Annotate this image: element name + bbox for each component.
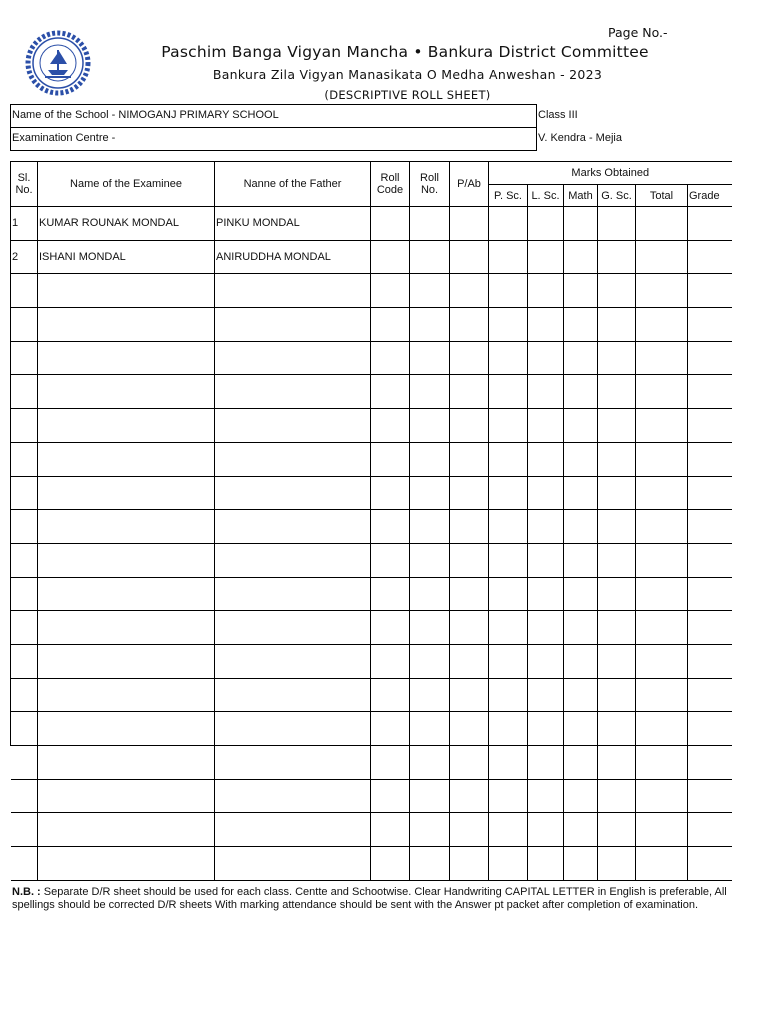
cell-father <box>215 847 371 881</box>
cell-father <box>215 409 371 443</box>
cell-roll-no <box>410 678 450 712</box>
cell-psc <box>489 341 528 375</box>
cell-grade <box>688 847 732 881</box>
cell-grade <box>688 341 732 375</box>
cell-gsc <box>598 375 636 409</box>
cell-roll-no <box>410 577 450 611</box>
gsc-header: G. Sc. <box>598 185 636 207</box>
cell-gsc <box>598 442 636 476</box>
cell-total <box>636 375 688 409</box>
cell-total <box>636 308 688 342</box>
cell-sl <box>11 274 38 308</box>
cell-math <box>564 375 598 409</box>
table-row <box>11 375 732 409</box>
cell-roll-code <box>371 375 410 409</box>
cell-psc <box>489 644 528 678</box>
cell-psc <box>489 476 528 510</box>
cell-grade <box>688 611 732 645</box>
cell-psc <box>489 274 528 308</box>
cell-roll-no <box>410 240 450 274</box>
cell-roll-no <box>410 442 450 476</box>
cell-math <box>564 442 598 476</box>
cell-pab <box>450 409 489 443</box>
cell-roll-no <box>410 712 450 746</box>
cell-lsc <box>528 375 564 409</box>
table-row <box>11 308 732 342</box>
sl-no-header: Sl. No. <box>11 162 38 207</box>
cell-gsc <box>598 476 636 510</box>
cell-examinee <box>38 274 215 308</box>
sheet-type: (DESCRIPTIVE ROLL SHEET) <box>324 88 491 102</box>
cell-math <box>564 712 598 746</box>
cell-lsc <box>528 274 564 308</box>
table-row <box>11 779 732 813</box>
cell-gsc <box>598 678 636 712</box>
school-name-field: Name of the School - NIMOGANJ PRIMARY SCHOOL <box>12 109 279 121</box>
cell-roll-no <box>410 543 450 577</box>
cell-psc <box>489 577 528 611</box>
cell-roll-code <box>371 543 410 577</box>
cell-psc <box>489 746 528 780</box>
cell-roll-code <box>371 476 410 510</box>
cell-roll-code <box>371 240 410 274</box>
note-label: N.B. : <box>12 886 41 898</box>
cell-roll-no <box>410 510 450 544</box>
cell-total <box>636 543 688 577</box>
exam-title: Bankura Zila Vigyan Manasikata O Medha Anweshan - 2023 <box>212 67 603 82</box>
cell-father <box>215 712 371 746</box>
cell-grade <box>688 577 732 611</box>
cell-roll-code <box>371 847 410 881</box>
cell-gsc <box>598 240 636 274</box>
cell-total <box>636 813 688 847</box>
organisation-title: Paschim Banga Vigyan Mancha • Bankura District Committee <box>161 43 649 61</box>
cell-math <box>564 341 598 375</box>
cell-roll-no <box>410 409 450 443</box>
cell-father: ANIRUDDHA MONDAL <box>215 240 371 274</box>
cell-pab <box>450 611 489 645</box>
cell-roll-code <box>371 577 410 611</box>
math-header: Math <box>564 185 598 207</box>
cell-father <box>215 813 371 847</box>
cell-sl <box>11 813 38 847</box>
cell-father <box>215 746 371 780</box>
cell-gsc <box>598 712 636 746</box>
cell-examinee: KUMAR ROUNAK MONDAL <box>38 207 215 241</box>
cell-gsc <box>598 308 636 342</box>
organisation-logo <box>15 30 101 96</box>
roll-no-header: Roll No. <box>410 162 450 207</box>
cell-total <box>636 746 688 780</box>
cell-math <box>564 543 598 577</box>
cell-examinee <box>38 476 215 510</box>
table-row <box>11 712 732 746</box>
cell-grade <box>688 543 732 577</box>
table-row <box>11 341 732 375</box>
cell-sl <box>11 644 38 678</box>
cell-gsc <box>598 543 636 577</box>
cell-pab <box>450 510 489 544</box>
cell-total <box>636 442 688 476</box>
cell-total <box>636 510 688 544</box>
cell-math <box>564 678 598 712</box>
cell-lsc <box>528 308 564 342</box>
cell-psc <box>489 543 528 577</box>
cell-pab <box>450 746 489 780</box>
cell-math <box>564 644 598 678</box>
cell-roll-code <box>371 207 410 241</box>
cell-total <box>636 611 688 645</box>
cell-roll-no <box>410 274 450 308</box>
cell-roll-code <box>371 746 410 780</box>
cell-math <box>564 207 598 241</box>
cell-grade <box>688 712 732 746</box>
cell-psc <box>489 779 528 813</box>
cell-father <box>215 274 371 308</box>
cell-roll-code <box>371 308 410 342</box>
cell-gsc <box>598 779 636 813</box>
cell-father: PINKU MONDAL <box>215 207 371 241</box>
cell-psc <box>489 847 528 881</box>
cell-roll-code <box>371 779 410 813</box>
cell-roll-no <box>410 611 450 645</box>
cell-total <box>636 779 688 813</box>
table-row <box>11 207 732 241</box>
cell-lsc <box>528 746 564 780</box>
cell-roll-code <box>371 678 410 712</box>
cell-father <box>215 510 371 544</box>
roll-sheet-table <box>10 161 732 881</box>
cell-pab <box>450 274 489 308</box>
cell-sl <box>11 341 38 375</box>
cell-sl: 2 <box>11 240 38 274</box>
cell-total <box>636 712 688 746</box>
cell-lsc <box>528 510 564 544</box>
cell-lsc <box>528 240 564 274</box>
table-row <box>11 240 732 274</box>
cell-roll-no <box>410 308 450 342</box>
cell-psc <box>489 375 528 409</box>
cell-lsc <box>528 442 564 476</box>
cell-grade <box>688 375 732 409</box>
cell-sl <box>11 847 38 881</box>
cell-examinee <box>38 543 215 577</box>
cell-lsc <box>528 779 564 813</box>
cell-lsc <box>528 207 564 241</box>
table-row <box>11 409 732 443</box>
cell-grade <box>688 510 732 544</box>
grade-header: Grade <box>688 185 732 207</box>
cell-grade <box>688 207 732 241</box>
table-row <box>11 543 732 577</box>
cell-examinee <box>38 779 215 813</box>
cell-father <box>215 442 371 476</box>
cell-math <box>564 409 598 443</box>
note-body: Separate D/R sheet should be used for each class. Centte and Schootwise. Clear Handwriting CAPITAL LETTER in English is preferable, All spellings should be corrected D/R sheets With marking attendance should be sent with the Answer pt packet after completion of examination. <box>12 886 727 911</box>
cell-grade <box>688 442 732 476</box>
table-row <box>11 274 732 308</box>
cell-pab <box>450 375 489 409</box>
cell-roll-no <box>410 341 450 375</box>
cell-father <box>215 476 371 510</box>
cell-grade <box>688 476 732 510</box>
cell-total <box>636 274 688 308</box>
cell-roll-code <box>371 409 410 443</box>
cell-math <box>564 274 598 308</box>
cell-pab <box>450 308 489 342</box>
cell-father <box>215 577 371 611</box>
cell-examinee: ISHANI MONDAL <box>38 240 215 274</box>
cell-grade <box>688 274 732 308</box>
note-text <box>12 886 742 911</box>
cell-examinee <box>38 510 215 544</box>
cell-father <box>215 543 371 577</box>
cell-grade <box>688 644 732 678</box>
cell-sl <box>11 375 38 409</box>
cell-gsc <box>598 577 636 611</box>
table-row <box>11 510 732 544</box>
cell-psc <box>489 442 528 476</box>
cell-roll-code <box>371 611 410 645</box>
cell-roll-no <box>410 375 450 409</box>
cell-sl <box>11 678 38 712</box>
cell-sl <box>11 577 38 611</box>
cell-lsc <box>528 409 564 443</box>
cell-pab <box>450 577 489 611</box>
cell-gsc <box>598 611 636 645</box>
cell-total <box>636 644 688 678</box>
table-row <box>11 678 732 712</box>
cell-lsc <box>528 678 564 712</box>
cell-roll-no <box>410 476 450 510</box>
cell-psc <box>489 611 528 645</box>
cell-gsc <box>598 847 636 881</box>
cell-father <box>215 678 371 712</box>
cell-examinee <box>38 847 215 881</box>
kendra-field: V. Kendra - Mejia <box>538 132 622 144</box>
cell-gsc <box>598 644 636 678</box>
cell-psc <box>489 510 528 544</box>
cell-total <box>636 341 688 375</box>
cell-examinee <box>38 442 215 476</box>
cell-sl <box>11 779 38 813</box>
father-name-header: Nanne of the Father <box>215 162 371 207</box>
cell-pab <box>450 813 489 847</box>
cell-examinee <box>38 813 215 847</box>
pab-header: P/Ab <box>450 162 489 207</box>
cell-roll-no <box>410 644 450 678</box>
cell-psc <box>489 240 528 274</box>
cell-sl <box>11 510 38 544</box>
cell-gsc <box>598 409 636 443</box>
cell-sl <box>11 442 38 476</box>
cell-roll-code <box>371 274 410 308</box>
cell-sl <box>11 611 38 645</box>
cell-psc <box>489 308 528 342</box>
cell-math <box>564 308 598 342</box>
cell-roll-code <box>371 813 410 847</box>
cell-total <box>636 577 688 611</box>
cell-pab <box>450 847 489 881</box>
cell-roll-no <box>410 847 450 881</box>
marks-obtained-header: Marks Obtained <box>489 162 732 185</box>
cell-pab <box>450 476 489 510</box>
cell-gsc <box>598 510 636 544</box>
cell-lsc <box>528 712 564 746</box>
cell-examinee <box>38 409 215 443</box>
cell-pab <box>450 678 489 712</box>
cell-psc <box>489 409 528 443</box>
cell-total <box>636 409 688 443</box>
cell-examinee <box>38 712 215 746</box>
cell-lsc <box>528 476 564 510</box>
cell-grade <box>688 308 732 342</box>
cell-total <box>636 476 688 510</box>
table-row <box>11 442 732 476</box>
cell-grade <box>688 813 732 847</box>
cell-psc <box>489 813 528 847</box>
psc-header: P. Sc. <box>489 185 528 207</box>
cell-pab <box>450 779 489 813</box>
cell-grade <box>688 678 732 712</box>
cell-lsc <box>528 644 564 678</box>
cell-sl <box>11 308 38 342</box>
cell-roll-no <box>410 779 450 813</box>
cell-examinee <box>38 678 215 712</box>
cell-sl <box>11 409 38 443</box>
cell-grade <box>688 240 732 274</box>
cell-pab <box>450 644 489 678</box>
cell-grade <box>688 746 732 780</box>
cell-math <box>564 847 598 881</box>
cell-lsc <box>528 543 564 577</box>
cell-math <box>564 240 598 274</box>
cell-gsc <box>598 341 636 375</box>
cell-examinee <box>38 577 215 611</box>
cell-father <box>215 375 371 409</box>
cell-roll-code <box>371 644 410 678</box>
page-number: Page No.- <box>608 25 668 40</box>
cell-father <box>215 779 371 813</box>
cell-math <box>564 746 598 780</box>
cell-pab <box>450 543 489 577</box>
cell-sl <box>11 746 38 780</box>
cell-examinee <box>38 341 215 375</box>
table-row <box>11 644 732 678</box>
cell-total <box>636 678 688 712</box>
cell-grade <box>688 779 732 813</box>
table-row <box>11 611 732 645</box>
cell-total <box>636 847 688 881</box>
cell-pab <box>450 712 489 746</box>
cell-math <box>564 813 598 847</box>
cell-sl: 1 <box>11 207 38 241</box>
cell-sl <box>11 476 38 510</box>
cell-gsc <box>598 207 636 241</box>
cell-examinee <box>38 308 215 342</box>
cell-pab <box>450 207 489 241</box>
cell-total <box>636 240 688 274</box>
exam-centre-field: Examination Centre - <box>12 132 116 144</box>
table-row <box>11 577 732 611</box>
cell-roll-code <box>371 712 410 746</box>
cell-gsc <box>598 274 636 308</box>
roll-code-header: Roll Code <box>371 162 410 207</box>
cell-gsc <box>598 813 636 847</box>
cell-roll-no <box>410 746 450 780</box>
cell-sl <box>11 712 38 746</box>
cell-pab <box>450 240 489 274</box>
cell-sl <box>11 543 38 577</box>
cell-roll-code <box>371 510 410 544</box>
cell-examinee <box>38 746 215 780</box>
cell-math <box>564 611 598 645</box>
cell-roll-code <box>371 442 410 476</box>
cell-psc <box>489 712 528 746</box>
cell-father <box>215 308 371 342</box>
cell-lsc <box>528 813 564 847</box>
table-row <box>11 746 732 780</box>
cell-lsc <box>528 577 564 611</box>
cell-math <box>564 577 598 611</box>
cell-psc <box>489 678 528 712</box>
cell-pab <box>450 442 489 476</box>
cell-pab <box>450 341 489 375</box>
cell-lsc <box>528 611 564 645</box>
cell-father <box>215 611 371 645</box>
cell-psc <box>489 207 528 241</box>
table-row <box>11 813 732 847</box>
cell-father <box>215 341 371 375</box>
class-field: Class III <box>538 109 578 121</box>
cell-math <box>564 779 598 813</box>
cell-roll-no <box>410 813 450 847</box>
cell-roll-code <box>371 341 410 375</box>
cell-grade <box>688 409 732 443</box>
cell-gsc <box>598 746 636 780</box>
cell-math <box>564 510 598 544</box>
cell-examinee <box>38 611 215 645</box>
cell-lsc <box>528 847 564 881</box>
cell-father <box>215 644 371 678</box>
cell-math <box>564 476 598 510</box>
cell-lsc <box>528 341 564 375</box>
cell-examinee <box>38 644 215 678</box>
table-row <box>11 847 732 881</box>
total-header: Total <box>636 185 688 207</box>
cell-total <box>636 207 688 241</box>
examinee-name-header: Name of the Examinee <box>38 162 215 207</box>
cell-examinee <box>38 375 215 409</box>
cell-roll-no <box>410 207 450 241</box>
lsc-header: L. Sc. <box>528 185 564 207</box>
table-row <box>11 476 732 510</box>
